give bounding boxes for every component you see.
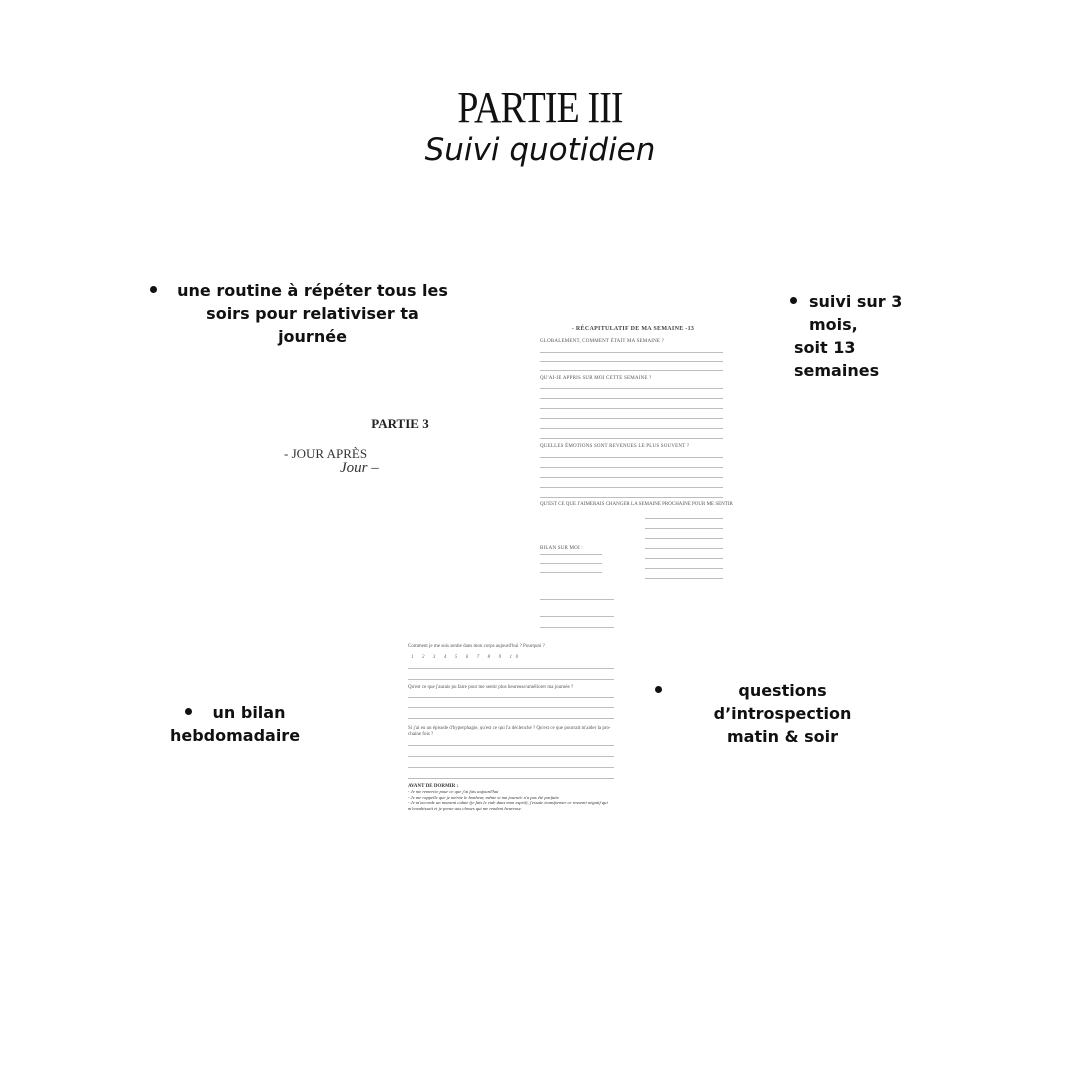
answer-line: [408, 718, 614, 719]
thumb-daily-q3b: chaine fois ?: [408, 732, 434, 737]
answer-line: [408, 668, 614, 669]
thumb-daily-q2: Qu'est ce que j'aurais pu faire pour me sentir plus heureuse/améliorer ma journée ?: [408, 685, 574, 690]
thumb-daily-scale: 1 2 3 4 5 6 7 8 9 10: [411, 655, 522, 660]
thumb-daily-q1: Comment je me suis sentie dans mon corps aujourd'hui ? Pourquoi ?: [408, 644, 545, 649]
thumb-weekly-sheet: [538, 322, 733, 632]
answer-line: [540, 572, 602, 573]
thumb-daily-avant-4: m'envahissait et je pense aux choses qui me rendent heureuse.: [408, 805, 522, 811]
thumb-daily-avant-1: - Je me remercie pour ce que j'ai fais aujourd'hui: [408, 789, 499, 795]
answer-line: [540, 418, 723, 419]
bullet-bilan-line1: un bilan: [212, 703, 286, 722]
answer-line: [540, 361, 723, 362]
thumb-daily-sheet: [406, 640, 618, 820]
bullet-routine-line1: une routine à répéter tous les: [177, 281, 448, 300]
bullet-questions: [670, 679, 895, 748]
thumb-daily-avant-2: - Je me rappelle que je mérite le bonheur, même si ma journée n'a pas été parfaite: [408, 794, 559, 800]
answer-line: [645, 578, 723, 579]
answer-line: [408, 745, 614, 746]
thumb-partie3-line1: - JOUR APRÈS: [284, 446, 368, 461]
bullet-bilan-line2: hebdomadaire: [169, 726, 301, 745]
answer-line: [408, 767, 614, 768]
answer-line: [540, 457, 723, 458]
thumb-daily-avant-3: - Je m'accorde un moment calme (je fais le vide dans mon esprit), j'essaie transformer ce ressenti négatif qui: [408, 800, 608, 806]
thumb-weekly-q1: GLOBALEMENT, COMMENT ÉTAIT MA SEMAINE ?: [540, 339, 665, 344]
thumb-weekly-q3: QUELLES ÉMOTIONS SONT REVENUES LE PLUS SOUVENT ?: [540, 444, 690, 449]
bullet-questions-line2: matin & soir: [727, 727, 838, 746]
bullet-bilan: [160, 701, 310, 747]
answer-line: [540, 398, 723, 399]
bullet-suivi-line1: suivi sur 3 mois,: [809, 292, 903, 334]
thumb-daily-avant-title: AVANT DE DORMIR :: [408, 784, 459, 789]
answer-line: [540, 477, 723, 478]
answer-line: [540, 563, 602, 564]
answer-line: [645, 528, 723, 529]
answer-line: [408, 707, 614, 708]
answer-line: [645, 518, 723, 519]
thumb-weekly-q5: BILAN SUR MOI :: [540, 546, 583, 551]
answer-line: [540, 370, 723, 371]
answer-line: [645, 538, 723, 539]
thumb-weekly-heading: - RÉCAPITULATIF DE MA SEMAINE -13: [571, 326, 695, 332]
answer-line: [540, 487, 723, 488]
bullet-questions-line1: questions d’introspection: [713, 681, 852, 723]
thumb-daily-q3a: Si j'ai eu un épisode d'hyperphagie, qu'est ce qui l'a déclenché ? Qu'est ce que pourrait m'aider la pro-: [408, 726, 611, 731]
bullet-suivi-line2: soit 13 semaines: [794, 338, 880, 380]
bullet-routine-line2: soirs pour relativiser ta journée: [206, 304, 419, 346]
bullet-dot: [655, 683, 662, 701]
thumb-partie3-line2: Jour –: [340, 460, 379, 476]
answer-line: [540, 428, 723, 429]
answer-line: [540, 352, 723, 353]
answer-line: [540, 627, 614, 628]
page-title: PARTIE III: [457, 83, 623, 132]
answer-line: [540, 599, 614, 600]
answer-line: [645, 558, 723, 559]
thumb-weekly-q4: QU'EST CE QUE J'AIMERAIS CHANGER LA SEMAINE PROCHAINE POUR ME SENTIR: [540, 502, 733, 507]
thumb-partie3-title: PARTIE 3: [371, 416, 429, 431]
answer-line: [540, 388, 723, 389]
answer-line: [408, 679, 614, 680]
page-subtitle: Suivi quotidien: [424, 132, 656, 168]
answer-line: [645, 568, 723, 569]
bullet-routine: [170, 279, 455, 348]
answer-line: [540, 408, 723, 409]
answer-line: [540, 554, 602, 555]
answer-line: [645, 548, 723, 549]
answer-line: [408, 756, 614, 757]
answer-line: [540, 616, 614, 617]
answer-line: [540, 497, 723, 498]
bullet-dot: [150, 283, 157, 301]
answer-line: [408, 778, 614, 779]
answer-line: [540, 467, 723, 468]
answer-line: [408, 697, 614, 698]
thumb-daily-avant: [408, 783, 608, 811]
answer-line: [540, 438, 723, 439]
thumb-weekly-q2: QU'AI-JE APPRIS SUR MOI CETTE SEMAINE ?: [540, 376, 652, 381]
bullet-suivi: [790, 290, 940, 382]
